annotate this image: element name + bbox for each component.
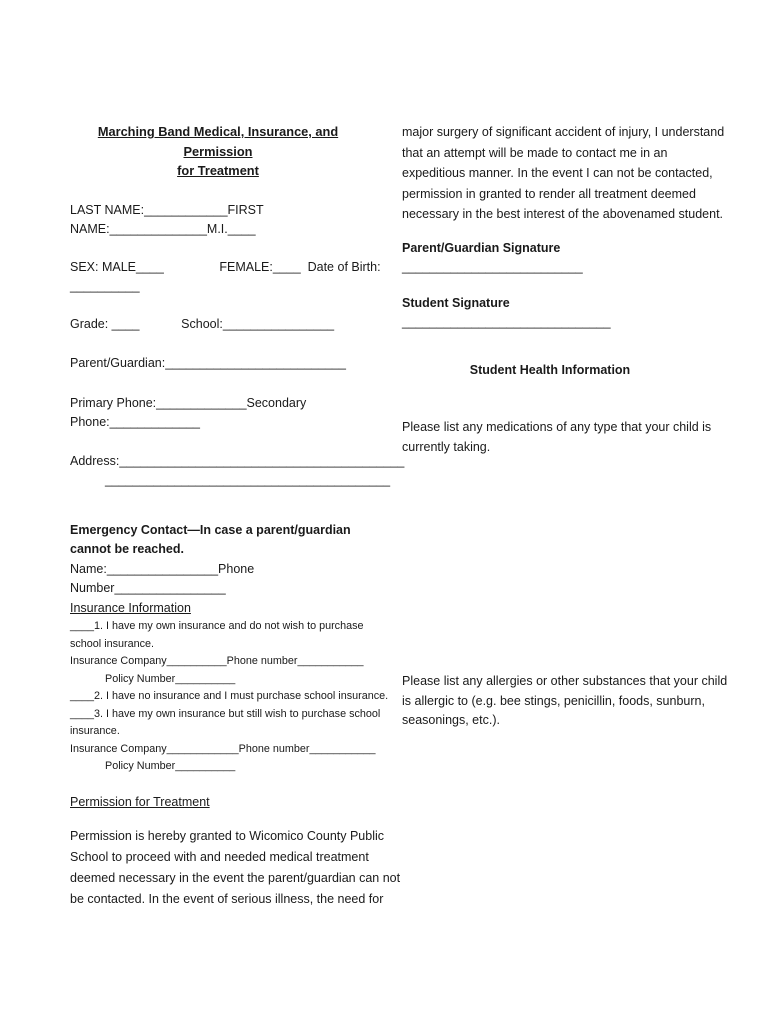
right-column <box>402 122 728 731</box>
permission-cont-line-3: expeditious manner. In the event I can not be contacted, <box>402 166 713 180</box>
permission-cont-line-2: that an attempt will be made to contact me in an <box>402 145 668 160</box>
phone-line-1[interactable]: Primary Phone:_____________Secondary <box>70 395 307 410</box>
medications-line-2: currently taking. <box>402 439 491 454</box>
permission-line-1: Permission is hereby granted to Wicomico County Public <box>70 829 385 843</box>
parent-signature-blank[interactable]: __________________________ <box>402 260 583 274</box>
grade-school-line[interactable]: Grade: ____ School:________________ <box>70 316 335 331</box>
allergies-line-3: seasonings, etc.). <box>402 713 500 727</box>
permission-line-2: School to proceed with and needed medical treatment <box>70 850 369 864</box>
policy-number-line-2[interactable]: Policy Number__________ <box>105 760 236 772</box>
insurance-heading: Insurance Information <box>70 600 191 615</box>
permission-heading: Permission for Treatment <box>70 794 210 809</box>
emergency-name-line[interactable]: Name:________________Phone <box>70 561 255 576</box>
insurance-option-2[interactable]: ____2. I have no insurance and I must purchase school insurance. <box>70 690 389 702</box>
form-title <box>70 122 366 181</box>
guardian-line[interactable]: Parent/Guardian:__________________________ <box>70 356 346 370</box>
allergies-line-2: is allergic to (e.g. bee stings, penicillin, foods, sunburn, <box>402 693 705 708</box>
permission-line-4: be contacted. In the event of serious illness, the need for <box>70 892 384 906</box>
insurance-option-1-cont: school insurance. <box>70 637 155 650</box>
name-line-1[interactable]: LAST NAME:____________FIRST <box>70 202 264 217</box>
left-column <box>70 122 405 910</box>
parent-signature-label: Parent/Guardian Signature <box>402 240 561 255</box>
permission-cont-line-1: major surgery of significant accident of injury, I understand <box>402 125 725 139</box>
emergency-heading-1: Emergency Contact—In case a parent/guardian <box>70 522 351 537</box>
form-title-line1: Marching Band Medical, Insurance, and Permission <box>97 124 339 159</box>
student-signature-blank[interactable]: ______________________________ <box>402 315 611 329</box>
insurance-option-1[interactable]: ____1. I have my own insurance and do not wish to purchase <box>70 620 364 632</box>
dob-blank[interactable]: __________ <box>70 279 140 293</box>
form-title-line2: for Treatment <box>177 163 259 178</box>
permission-paragraph <box>70 826 401 910</box>
permission-cont-line-5: necessary in the best interest of the abovenamed student. <box>402 207 724 221</box>
insurance-option-3-cont: insurance. <box>70 725 120 737</box>
address-line-2[interactable]: _________________________________________ <box>105 473 391 487</box>
medications-answer-area[interactable] <box>402 457 698 672</box>
address-line-1[interactable]: Address:_________________________________________ <box>70 453 405 468</box>
insurance-company-line-2[interactable]: Insurance Company____________Phone number___________ <box>70 742 376 755</box>
health-heading: Student Health Information <box>469 362 631 377</box>
medications-line-1: Please list any medications of any type that your child is <box>402 420 712 434</box>
allergies-line-1: Please list any allergies or other substances that your child <box>402 674 728 688</box>
insurance-company-line-1[interactable]: Insurance Company__________Phone number___________ <box>70 655 364 667</box>
phone-line-2[interactable]: Phone:_____________ <box>70 415 200 429</box>
name-line-2[interactable]: NAME:______________M.I.____ <box>70 222 256 236</box>
permission-line-3: deemed necessary in the event the parent/guardian can not <box>70 871 401 885</box>
emergency-number-line[interactable]: Number________________ <box>70 581 226 595</box>
emergency-heading-2: cannot be reached. <box>70 542 184 556</box>
student-signature-label: Student Signature <box>402 295 510 310</box>
permission-continued <box>402 122 725 225</box>
sex-dob-line[interactable]: SEX: MALE____ FEMALE:____ Date of Birth: <box>70 259 381 274</box>
permission-cont-line-4: permission in granted to render all treatment deemed <box>402 186 696 201</box>
policy-number-line-1[interactable]: Policy Number__________ <box>105 672 236 685</box>
insurance-option-3[interactable]: ____3. I have my own insurance but still wish to purchase school <box>70 707 381 720</box>
